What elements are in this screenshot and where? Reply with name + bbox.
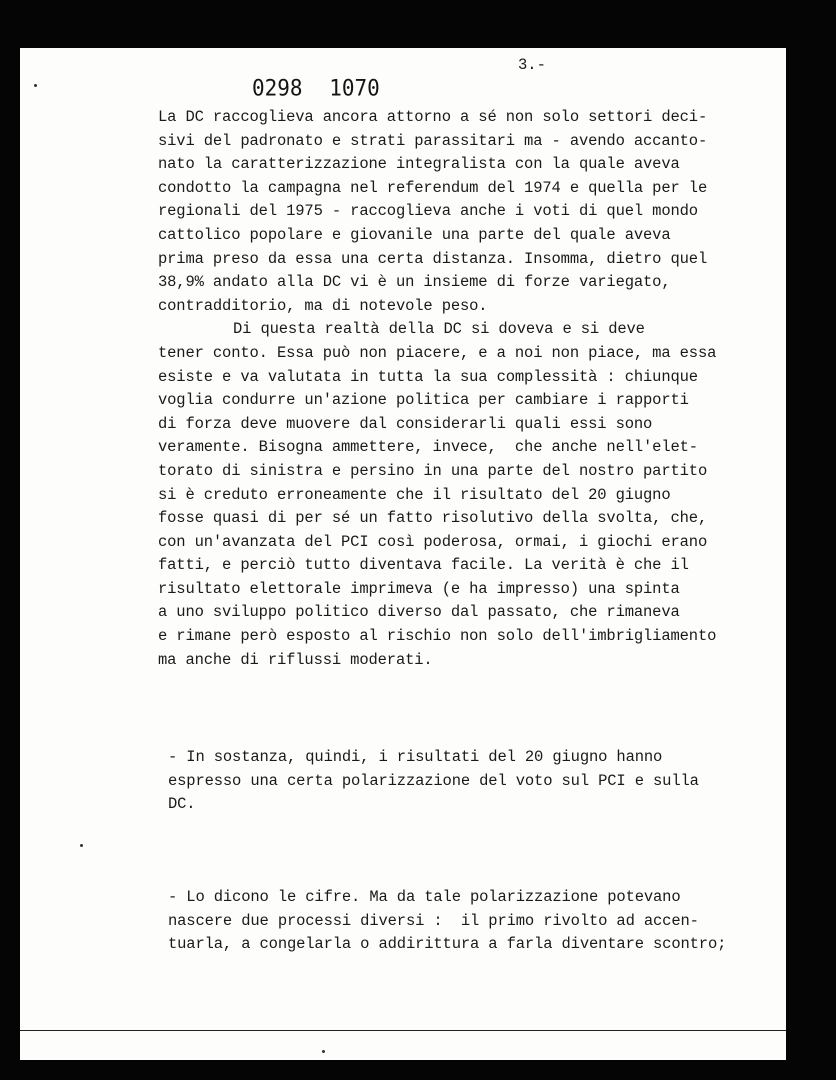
text-line: - In sostanza, quindi, i risultati del 20 giugno hanno bbox=[168, 748, 663, 766]
text-line: ma anche di riflussi moderati. bbox=[158, 650, 433, 669]
paragraph-1 bbox=[158, 106, 778, 318]
body-text bbox=[158, 106, 778, 672]
text-line: condotto la campagna nel referendum del 1974 e quella per le bbox=[158, 178, 708, 197]
interview-question bbox=[168, 746, 778, 817]
text-line: risultato elettorale imprimeva (e ha impresso) una spinta bbox=[158, 579, 680, 598]
text-line: torato di sinistra e persino in una parte del nostro partito bbox=[158, 461, 708, 480]
text-line: nato la caratterizzazione integralista con la quale aveva bbox=[158, 155, 680, 174]
text-line: La DC raccoglieva ancora attorno a sé non solo settori deci- bbox=[158, 108, 708, 126]
text-line: di forza deve muovere dal considerarli quali essi sono bbox=[158, 414, 653, 433]
page-number: 3.- bbox=[518, 56, 546, 74]
archive-number: 0298 1070 bbox=[252, 75, 380, 101]
text-line: - Lo dicono le cifre. Ma da tale polarizzazione potevano bbox=[168, 888, 681, 906]
text-line: a uno sviluppo politico diverso dal passato, che rimaneva bbox=[158, 603, 680, 622]
text-line: si è creduto erroneamente che il risultato del 20 giugno bbox=[158, 485, 671, 504]
interview-answer bbox=[168, 886, 778, 957]
text-line: fosse quasi di per sé un fatto risolutivo della svolta, che, bbox=[158, 509, 708, 528]
text-line: 38,9% andato alla DC vi è un insieme di forze variegato, bbox=[158, 273, 671, 292]
text-line: tuarla, a congelarla o addirittura a farla diventare scontro; bbox=[168, 935, 727, 954]
page-bottom-rule bbox=[20, 1030, 786, 1031]
text-line: prima preso da essa una certa distanza. Insomma, dietro quel bbox=[158, 249, 708, 268]
scan-speck bbox=[80, 844, 83, 847]
paragraph-2 bbox=[158, 318, 778, 672]
text-line: esiste e va valutata in tutta la sua complessità : chiunque bbox=[158, 367, 698, 386]
scan-speck bbox=[34, 84, 37, 87]
text-line: espresso una certa polarizzazione del voto sul PCI e sulla bbox=[168, 771, 699, 790]
text-line: regionali del 1975 - raccoglieva anche i voti di quel mondo bbox=[158, 202, 698, 221]
text-line: nascere due processi diversi : il primo rivolto ad accen- bbox=[168, 911, 699, 930]
text-line: e rimane però esposto al rischio non solo dell'imbrigliamento bbox=[158, 627, 717, 646]
text-line: fatti, e perciò tutto diventava facile. La verità è che il bbox=[158, 556, 689, 575]
text-line: DC. bbox=[168, 795, 196, 814]
text-line: tener conto. Essa può non piacere, e a noi non piace, ma essa bbox=[158, 343, 717, 362]
text-line: cattolico popolare e giovanile una parte del quale aveva bbox=[158, 225, 671, 244]
text-line: veramente. Bisogna ammettere, invece, che anche nell'elet- bbox=[158, 438, 698, 457]
scan-speck bbox=[322, 1050, 325, 1053]
text-line: sivi del padronato e strati parassitari ma - avendo accanto- bbox=[158, 131, 708, 150]
text-line: con un'avanzata del PCI così poderosa, ormai, i giochi erano bbox=[158, 532, 708, 551]
text-line: Di questa realtà della DC si doveva e si deve bbox=[233, 320, 645, 339]
document-page bbox=[20, 48, 786, 1060]
text-line: contradditorio, ma di notevole peso. bbox=[158, 296, 488, 315]
text-line: voglia condurre un'azione politica per cambiare i rapporti bbox=[158, 391, 689, 410]
